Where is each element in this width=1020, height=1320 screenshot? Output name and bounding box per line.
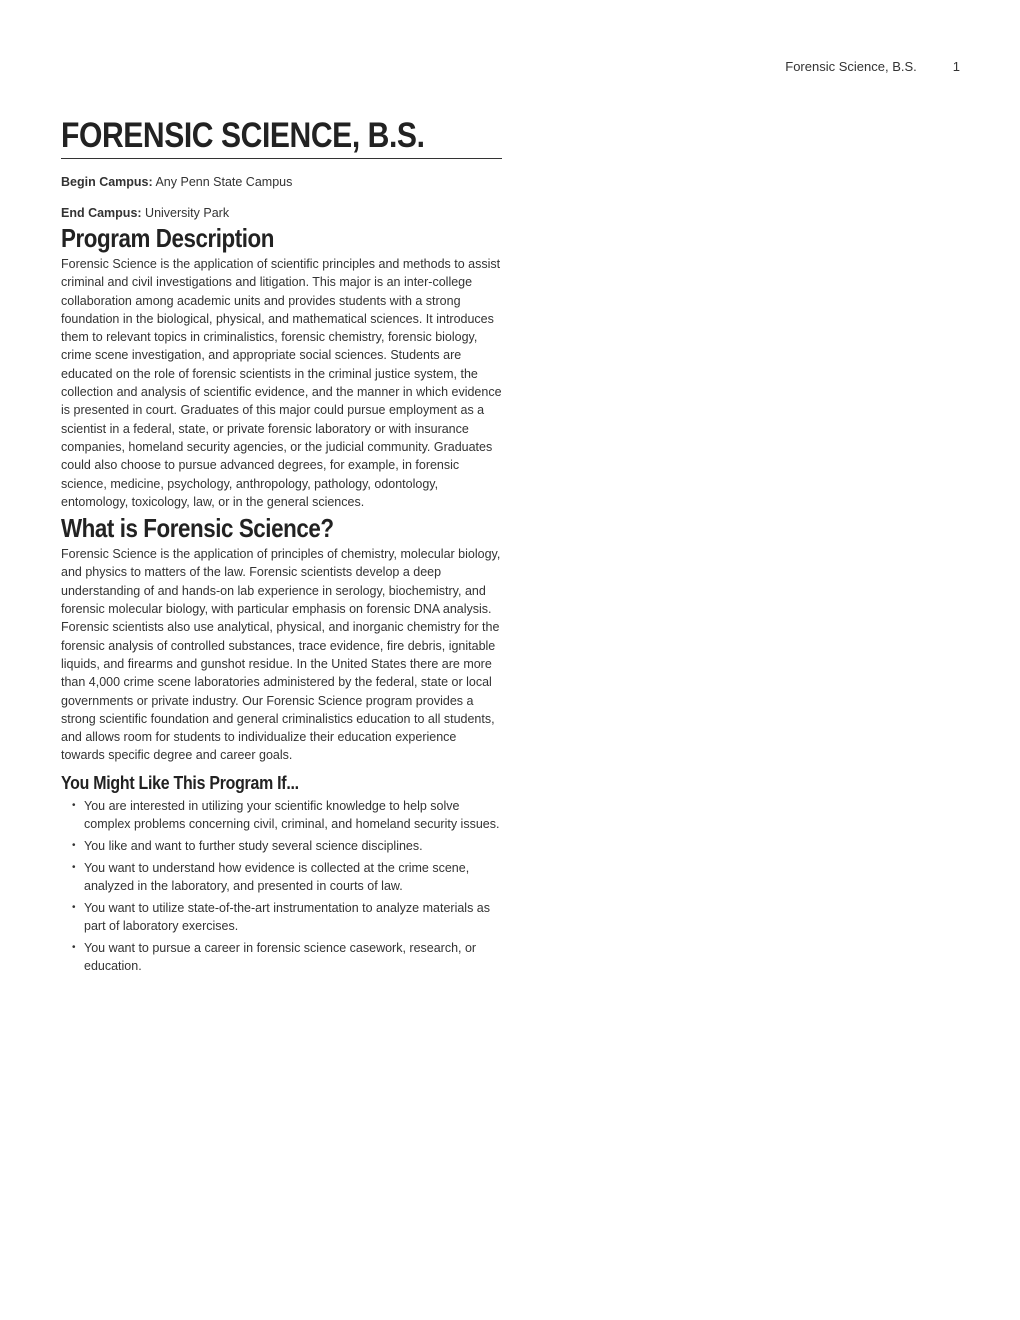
might-like-heading: You Might Like This Program If... <box>61 771 299 793</box>
list-item-text: You want to utilize state-of-the-art instrumentation to analyze materials as part of laboratory exercises. <box>84 900 490 934</box>
running-header-title: Forensic Science, B.S. <box>785 59 917 74</box>
might-like-list <box>61 797 502 976</box>
list-item-text: You want to understand how evidence is collected at the crime scene, analyzed in the laboratory, and presented in courts of law. <box>84 860 470 894</box>
page-number: 1 <box>952 59 960 74</box>
what-is-text: Forensic Science is the application of principles of chemistry, molecular biology, and physics to matters of the law. Forensic scientists develop a deep understanding of and hands-on lab experience in serology, biochemistry, and forensic molecular biology, with particular emphasis on forensic DNA analysis. Forensic scientists also use analytical, physical, and inorganic chemistry for the forensic analysis of controlled substances, trace evidence, fire debris, ignitable liquids, and firearms and gunshot residue. In the United States there are more than 4,000 crime scene laboratories administered by the federal, state or local governments or private industry. Our Forensic Science program provides a strong scientific foundation and general criminalistics education to all students, and allows room for students to individualize their education experience towards specific degree and career goals. <box>61 547 501 763</box>
list-item-text: You are interested in utilizing your scientific knowledge to help solve complex problems concerning civil, criminal, and homeland security issues. <box>84 798 500 832</box>
end-campus-label: End Campus: <box>61 206 142 220</box>
page-title: FORENSIC SCIENCE, B.S. <box>61 116 425 155</box>
list-item <box>61 859 502 896</box>
list-item-text: You want to pursue a career in forensic science casework, research, or education. <box>84 941 477 974</box>
program-description-heading: Program Description <box>61 223 274 253</box>
list-item <box>61 899 502 936</box>
begin-campus <box>61 174 502 190</box>
begin-campus-label: Begin Campus: <box>61 175 153 189</box>
main-column <box>61 116 502 979</box>
end-campus-value: University Park <box>141 206 230 220</box>
bullet-icon: • <box>72 799 76 811</box>
running-header <box>785 59 960 74</box>
bullet-icon: • <box>72 861 76 873</box>
end-campus <box>61 205 502 221</box>
list-item <box>61 797 502 834</box>
what-is-heading: What is Forensic Science? <box>61 513 334 544</box>
bullet-icon: • <box>72 839 76 851</box>
program-description-text: Forensic Science is the application of scientific principles and methods to assist criminal and civil investigations and litigation. This major is an inter-college collaboration among academic units and provides students with a strong foundation in the biological, physical, and mathematical sciences. It introduces them to relevant topics in criminalistics, forensic chemistry, forensic biology, crime scene investigation, and appropriate social sciences. Students are educated on the role of forensic scientists in the criminal justice system, the collection and analysis of scientific evidence, and the manner in which evidence is presented in court. Graduates of this major could pursue employment as a scientist in a federal, state, or private forensic laboratory or with insurance companies, homeland security agencies, or the judicial community. Graduates could also choose to pursue advanced degrees, for example, in forensic science, medicine, psychology, anthropology, pathology, odontology, entomology, toxicology, law, or in the general sciences. <box>61 257 502 509</box>
bullet-icon: • <box>72 901 76 913</box>
bullet-icon: • <box>72 942 76 954</box>
list-item-text: You like and want to further study several science disciplines. <box>84 838 423 853</box>
list-item <box>61 939 502 976</box>
begin-campus-value: Any Penn State Campus <box>152 175 293 189</box>
title-divider <box>61 158 502 159</box>
list-item <box>61 837 502 855</box>
